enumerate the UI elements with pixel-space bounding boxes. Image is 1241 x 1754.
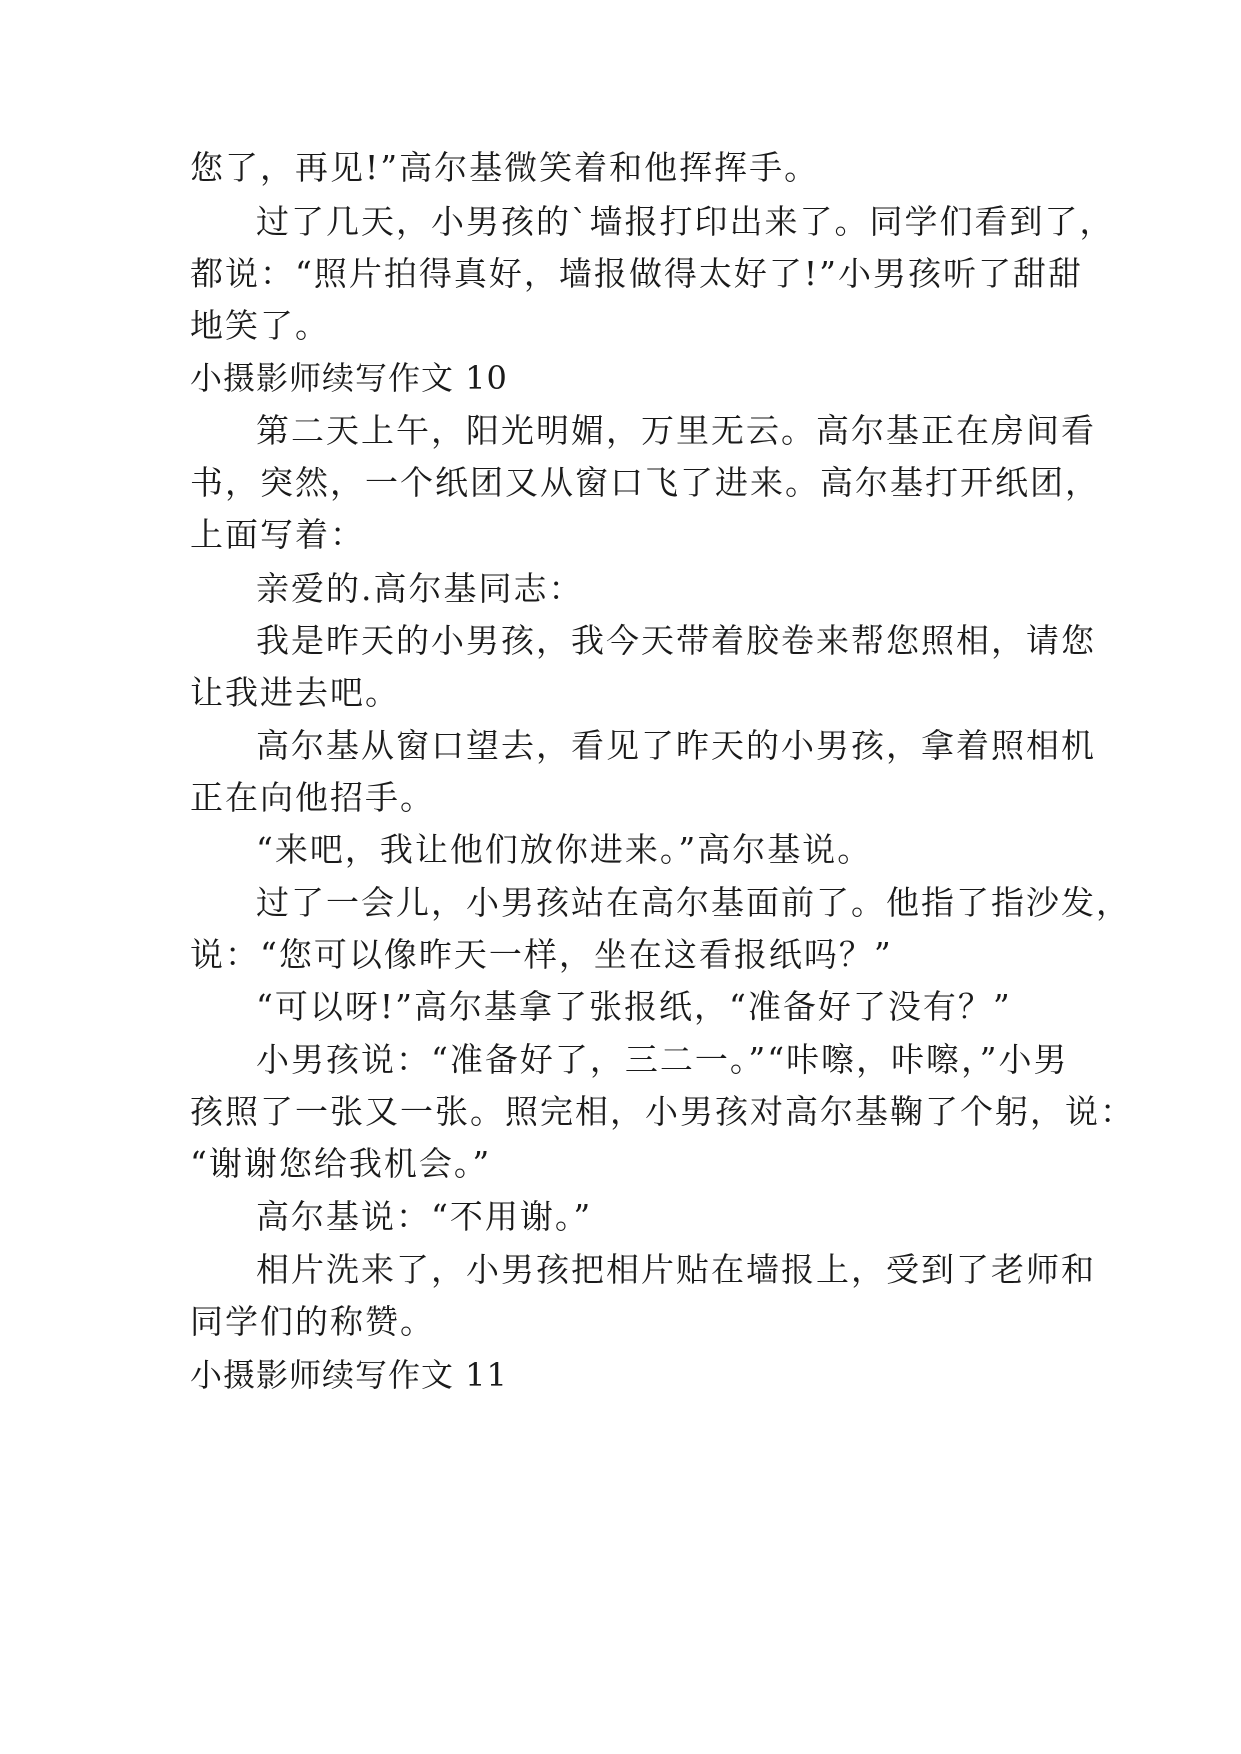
- text-line: 都说：“照片拍得真好，墙报做得太好了!”小男孩听了甜甜: [190, 254, 1084, 293]
- paragraph-line: 过了几天，小男孩的`墙报打印出来了。同学们看到了，: [256, 202, 1115, 241]
- section-heading: 小摄影师续写作文 10: [190, 359, 508, 397]
- text-line: 正在向他招手。: [190, 778, 435, 817]
- paragraph-line: “来吧，我让他们放你进来。”高尔基说。: [256, 830, 873, 869]
- paragraph-line: 相片洗来了，小男孩把相片贴在墙报上，受到了老师和: [256, 1250, 1096, 1289]
- text-line: 地笑了。: [190, 306, 330, 345]
- paragraph-line: 亲爱的.高尔基同志：: [256, 569, 584, 608]
- paragraph-line: “可以呀!”高尔基拿了张报纸，“准备好了没有？”: [256, 987, 1012, 1026]
- text-line: “谢谢您给我机会。”: [190, 1144, 492, 1183]
- text-line: 让我进去吧。: [190, 673, 400, 712]
- text-line: 上面写着：: [190, 515, 365, 554]
- paragraph-line: 高尔基说：“不用谢。”: [256, 1197, 593, 1236]
- section-heading: 小摄影师续写作文 11: [190, 1356, 508, 1394]
- text-line: 书，突然，一个纸团又从窗口飞了进来。高尔基打开纸团，: [190, 463, 1100, 502]
- text-line: 您了，再见!”高尔基微笑着和他挥挥手。: [190, 148, 820, 187]
- paragraph-line: 过了一会儿，小男孩站在高尔基面前了。他指了指沙发，: [256, 883, 1131, 922]
- paragraph-line: 我是昨天的小男孩，我今天带着胶卷来帮您照相，请您: [256, 621, 1096, 660]
- paragraph-line: 小男孩说：“准备好了，三二一。”“咔嚓，咔嚓，”小男: [256, 1040, 1069, 1079]
- text-line: 说：“您可以像昨天一样，坐在这看报纸吗？”: [190, 935, 893, 974]
- paragraph-line: 高尔基从窗口望去，看见了昨天的小男孩，拿着照相机: [256, 726, 1096, 765]
- paragraph-line: 第二天上午，阳光明媚，万里无云。高尔基正在房间看: [256, 411, 1096, 450]
- text-line: 孩照了一张又一张。照完相，小男孩对高尔基鞠了个躬，说：: [190, 1092, 1135, 1131]
- text-line: 同学们的称赞。: [190, 1302, 435, 1341]
